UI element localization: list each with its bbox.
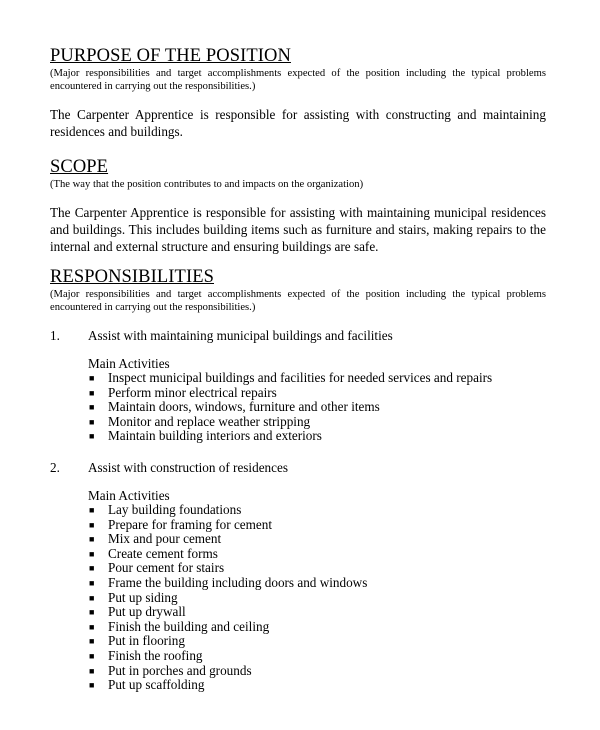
responsibility-title: Assist with construction of residences	[88, 459, 288, 475]
square-bullet-icon: ■	[89, 577, 95, 588]
activity-item: ■ Inspect municipal buildings and facilities for needed services and repairs	[89, 370, 493, 385]
square-bullet-icon: ■	[89, 650, 95, 661]
square-bullet-icon: ■	[89, 402, 95, 413]
responsibility-title: Assist with maintaining municipal buildings and facilities	[88, 328, 393, 343]
activity-item: ■ Finish the roofing	[89, 647, 203, 663]
activity-item: ■ Mix and pour cement	[89, 531, 222, 547]
purpose-section	[50, 45, 546, 140]
square-bullet-icon: ■	[89, 387, 95, 398]
square-bullet-icon: ■	[89, 519, 95, 530]
purpose-text: The Carpenter Apprentice is responsible for assisting with constructing and maintaining residences and buildings.	[50, 107, 546, 139]
main-activities-label: Main Activities	[88, 356, 170, 371]
responsibility-item	[50, 460, 546, 693]
activity-item: ■ Put up scaffolding	[89, 677, 205, 693]
square-bullet-icon: ■	[89, 504, 95, 515]
square-bullet-icon: ■	[89, 416, 95, 427]
responsibilities-list	[50, 328, 546, 693]
activities-list	[88, 503, 546, 693]
activity-item: ■ Prepare for framing for cement	[89, 516, 273, 532]
scope-section	[50, 156, 546, 255]
activity-item: ■ Frame the building including doors and windows	[89, 574, 368, 590]
activity-item: ■ Pour cement for stairs	[89, 560, 225, 576]
square-bullet-icon: ■	[89, 431, 95, 442]
activity-item: ■ Create cement forms	[89, 545, 218, 561]
responsibilities-section	[50, 266, 546, 693]
activity-item: ■ Lay building foundations	[89, 501, 242, 517]
square-bullet-icon: ■	[89, 665, 95, 676]
scope-note: (The way that the position contributes to and impacts on the organization)	[50, 179, 364, 190]
responsibility-number: 2.	[50, 459, 60, 475]
square-bullet-icon: ■	[89, 636, 95, 647]
responsibilities-heading: RESPONSIBILITIES	[50, 267, 214, 287]
square-bullet-icon: ■	[89, 563, 95, 574]
activity-item: ■ Maintain building interiors and exteriors	[89, 428, 322, 444]
scope-text: The Carpenter Apprentice is responsible for assisting with maintaining municipal residences and buildings. This includes building items such as furniture and stairs, making repairs to the internal and external structure and ensuring buildings are safe.	[50, 205, 546, 254]
scope-heading: SCOPE	[50, 157, 109, 177]
square-bullet-icon: ■	[89, 373, 95, 383]
responsibility-number: 1.	[50, 328, 60, 343]
purpose-note: (Major responsibilities and target accomplishments expected of the position including the typical problems encountered in carrying out the responsibilities.)	[50, 68, 546, 92]
square-bullet-icon: ■	[89, 607, 95, 618]
purpose-heading: PURPOSE OF THE POSITION	[50, 46, 291, 66]
square-bullet-icon: ■	[89, 534, 95, 545]
activity-item: ■ Maintain doors, windows, furniture and other items	[89, 399, 380, 415]
square-bullet-icon: ■	[89, 548, 95, 559]
activity-item: ■ Perform minor electrical repairs	[89, 384, 277, 400]
activities-list	[88, 371, 546, 444]
responsibility-item	[50, 328, 546, 444]
activity-item: ■ Monitor and replace weather stripping	[89, 413, 311, 429]
responsibilities-note: (Major responsibilities and target accomplishments expected of the position including the typical problems encountered in carrying out the responsibilities.)	[50, 289, 546, 313]
square-bullet-icon: ■	[89, 621, 95, 632]
activity-item: ■ Put up siding	[89, 589, 178, 605]
main-activities-label: Main Activities	[88, 487, 170, 503]
activity-item: ■ Put in porches and grounds	[89, 662, 252, 678]
square-bullet-icon: ■	[89, 680, 95, 691]
activity-item: ■ Put in flooring	[89, 633, 185, 649]
square-bullet-icon: ■	[89, 592, 95, 603]
activity-item: ■ Finish the building and ceiling	[89, 618, 270, 634]
activity-item: ■ Put up drywall	[89, 604, 186, 620]
